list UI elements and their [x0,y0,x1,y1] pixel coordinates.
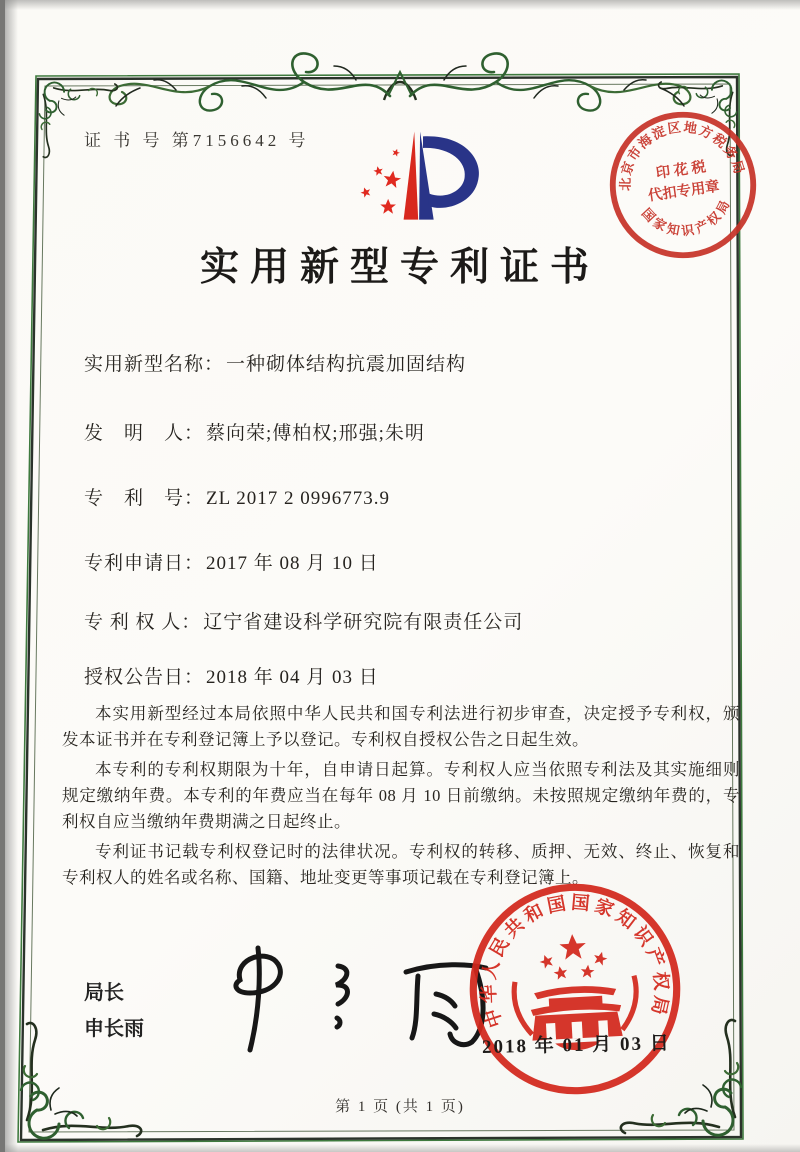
legal-text [62,701,740,895]
svg-text:中华人民共和国国家知识产权局: 中华人民共和国国家知识产权局 [478,892,672,1030]
officer-name: 申长雨 [84,1018,144,1040]
field-value: 辽宁省建设科学研究院有限责任公司 [203,612,524,633]
officer-title: 局长 [84,982,124,1004]
field-patentee [84,607,523,634]
certificate-number: 证 书 号 第7156642 号 [84,131,310,150]
cnipa-logo [330,120,485,240]
cnipa-seal-icon [462,876,688,1102]
paragraph-term-fees: 本专利的专利权期限为十年，自申请日起算。专利权人应当依照专利法及其实施细则规定缴纳年费。本专利的年费应当在每年 08 月 10 日前缴纳。未按照规定缴纳年费的，专利权自应当缴纳年费期满之日起终止。 [62,760,740,831]
tax-stamp-seal-icon [600,102,766,268]
field-grant-date [84,662,379,689]
field-patent-number [84,483,390,510]
scan-edge-dark [0,0,5,1152]
field-value: 2017 年 08 月 10 日 [206,553,379,574]
svg-text:印 花 税: 印 花 税 [654,159,707,182]
field-value: 一种砌体结构抗震加固结构 [226,354,467,375]
paragraph-grant: 本实用新型经过本局依照中华人民共和国专利法进行初步审查，决定授予专利权，颁发本证书并在专利登记簿上予以登记。专利权自授权公告之日起生效。 [62,704,740,749]
field-label: 专 利 号： [84,488,205,509]
field-application-date [84,548,379,575]
field-label: 专利申请日： [84,553,205,574]
svg-text:代扣专用章: 代扣专用章 [647,178,721,205]
scan-edge-top [0,0,800,10]
paragraph-register: 专利证书记载专利权登记时的法律状况。专利权的转移、质押、无效、终止、恢复和专利权人的姓名或名称、国籍、地址变更等事项记载在专利登记簿上。 [62,842,740,887]
cnipa-logo-icon [330,120,485,235]
certificate-title: 实用新型专利证书 [199,246,600,289]
svg-text:国家知识产权局: 国家知识产权局 [638,195,734,239]
scan-edge-bottom [0,1144,800,1152]
field-label: 发 明 人： [84,423,205,444]
field-label: 专 利 权 人： [84,612,202,633]
field-value: ZL 2017 2 0996773.9 [206,488,391,509]
svg-text:北京市海淀区地方税务局: 北京市海淀区地方税务局 [617,119,748,192]
page-number: 第 1 页 (共 1 页) [335,1099,465,1115]
field-value: 蔡向荣;傅柏权;邢强;朱明 [206,423,425,444]
field-label: 授权公告日： [84,667,205,688]
field-value: 2018 年 04 月 03 日 [206,667,379,688]
field-utility-model-name [84,349,466,376]
issue-date: 2018 年 01 月 03 日 [481,1033,672,1058]
field-inventors [84,418,425,445]
field-label: 实用新型名称： [84,354,225,375]
